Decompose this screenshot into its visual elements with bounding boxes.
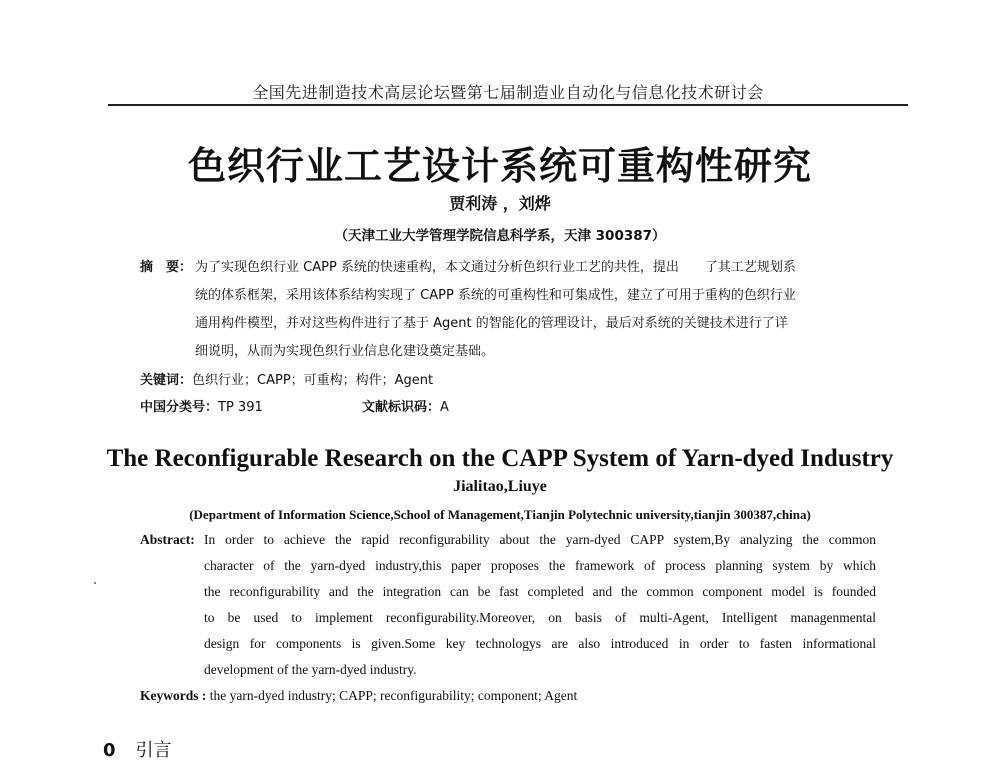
header-rule [108, 104, 908, 106]
running-head: 全国先进制造技术高层论坛暨第七届制造业自动化与信息化技术研讨会 [252, 83, 764, 102]
abstract-en-line: the reconfigurability and the integration can be fast completed and the common component model is founded [204, 584, 876, 599]
keywords-zh-text: 色织行业；CAPP；可重构；构件；Agent [192, 373, 434, 388]
abstract-zh-line: 细说明，从而为实现色织行业信息化建设奠定基础。 [195, 344, 495, 359]
keywords-zh-label: 关键词： [140, 373, 193, 388]
title-en: The Reconfigurable Research on the CAPP System of Yarn-dyed Industry [106, 445, 894, 472]
section-title: 引言 [135, 740, 172, 761]
abstract-en-label: Abstract: [140, 532, 195, 547]
affiliation-zh: （天津工业大学管理学院信息科学系，天津 300387） [334, 228, 666, 244]
affiliation-en: (Department of Information Science,School of Management,Tianjin Polytechnic university,tianjin 300387,china) [189, 507, 811, 522]
abstract-zh-line: 统的体系框架，采用该体系结构实现了 CAPP 系统的可重构性和可集成性，建立了可用于重构的色织行业 [195, 288, 796, 303]
keywords-en [140, 688, 577, 704]
abstract-zh-line: 通用构件模型，并对这些构件进行了基于 Agent 的智能化的管理设计，最后对系统的关键技术进行了详 [195, 316, 788, 331]
abstract-en-line: design for components is given.Some key technologys are also introduced in order to fasten informational [204, 636, 876, 651]
keywords-zh [140, 369, 433, 388]
authors-en: Jialitao,Liuye [453, 478, 547, 495]
abstract-en-line: to be used to implement reconfigurability.Moreover, on basis of multi-Agent, Intelligent managenmental [204, 610, 876, 625]
document-code-label: 文献标识码： [362, 400, 441, 415]
abstract-en-line: character of the yarn-dyed industry,this paper proposes the framework of process planning system by which [204, 558, 876, 573]
document-code [362, 396, 449, 415]
section-number: 0 [103, 740, 116, 761]
abstract-zh-label: 摘 要： [140, 260, 193, 275]
classification-zh [140, 396, 449, 415]
keywords-en-text: the yarn-dyed industry; CAPP; reconfigurability; component; Agent [209, 688, 578, 703]
abstract-zh-line: 为了实现色织行业 CAPP 系统的快速重构，本文通过分析色织行业工艺的共性，提出 了其工艺规划系 [195, 260, 796, 275]
keywords-en-label: Keywords : [140, 688, 207, 703]
title-zh: 色织行业工艺设计系统可重构性研究 [187, 143, 812, 188]
authors-zh: 贾利涛 ，刘烨 [449, 194, 551, 213]
classification-label: 中国分类号： [140, 400, 219, 415]
classification-value: TP 391 [218, 400, 263, 415]
abstract-en-line: In order to achieve the rapid reconfigurability about the yarn-dyed CAPP system,By analyzing the common [204, 532, 876, 547]
abstract-en-line: development of the yarn-dyed industry. [204, 662, 417, 677]
section-heading [103, 736, 172, 762]
document-code-value: A [440, 400, 449, 415]
margin-speck [94, 582, 96, 584]
